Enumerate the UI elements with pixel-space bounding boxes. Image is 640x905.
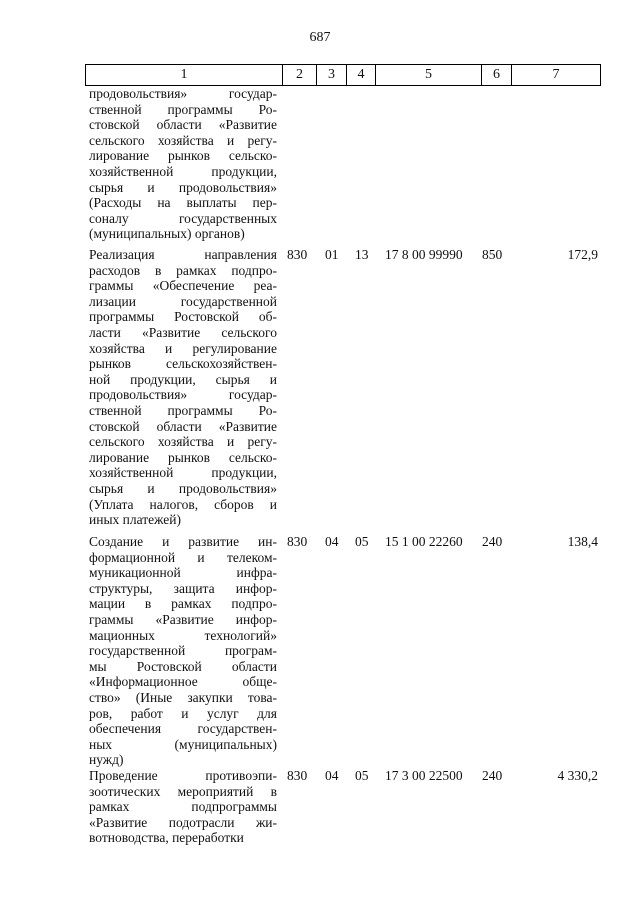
description-line: Создание и развитие ин- — [89, 534, 277, 549]
description-line: хозяйства и регулирование — [89, 340, 277, 356]
description-line: нужд) — [89, 752, 124, 768]
cell-col-2: 830 — [287, 768, 308, 783]
description-line: ство» (Иные закупки това- — [89, 689, 277, 705]
description-line: сырья и продовольствия» — [89, 480, 277, 496]
row-description — [89, 247, 277, 528]
description-line: обеспечения государствен- — [89, 721, 277, 737]
cell-col-7: 4 330,2 — [557, 768, 598, 783]
header-col-7: 7 — [552, 67, 560, 82]
cell-col-4: 05 — [355, 768, 369, 783]
cell-col-7: 138,4 — [567, 534, 598, 549]
cell-col-3: 01 — [325, 247, 339, 262]
description-line: граммы «Обеспечение реа- — [89, 278, 277, 294]
description-line: Проведение противоэпи- — [89, 768, 277, 783]
description-line: соналу государственных — [89, 210, 277, 226]
description-line: ственной программы Ро- — [89, 101, 277, 117]
description-line: мационных технологий» — [89, 627, 277, 643]
description-line: рамках подпрограммы — [89, 799, 277, 815]
description-line: рынков сельскохозяйствен- — [89, 356, 277, 372]
cell-col-2: 830 — [287, 534, 308, 549]
description-line: ственной программы Ро- — [89, 402, 277, 418]
cell-col-4: 05 — [355, 534, 369, 549]
cell-col-5: 15 1 00 22260 — [385, 534, 463, 549]
header-col-1: 1 — [86, 65, 283, 85]
description-line: муникационной инфра- — [89, 565, 277, 581]
description-line: формационной и телеком- — [89, 549, 277, 565]
description-line: ных (муниципальных) — [89, 736, 277, 752]
description-line: хозяйственной продукции, — [89, 163, 277, 179]
header-col-2: 2 — [283, 65, 317, 85]
description-line: расходов в рамках подпро- — [89, 262, 277, 278]
cell-col-2: 830 — [287, 247, 308, 262]
description-line: мации в рамках подпро- — [89, 596, 277, 612]
page-number: 687 — [309, 30, 331, 45]
cell-col-7: 172,9 — [567, 247, 598, 262]
description-line: структуры, защита инфор- — [89, 580, 277, 596]
description-line: «Информационное обще- — [89, 674, 277, 690]
description-line: хозяйственной продукции, — [89, 465, 277, 481]
description-line: программы Ростовской об- — [89, 309, 277, 325]
cell-col-5: 17 8 00 99990 — [385, 247, 463, 262]
description-line: продовольствия» государ- — [89, 86, 277, 101]
description-line: лирование рынков сельско- — [89, 449, 277, 465]
description-line: граммы «Развитие инфор- — [89, 611, 277, 627]
description-line: государственной програм- — [89, 643, 277, 659]
row-description — [89, 534, 277, 768]
description-line: (муниципальных) органов) — [89, 226, 245, 242]
description-line: ной продукции, сырья и — [89, 371, 277, 387]
header-col-3: 3 — [317, 65, 347, 85]
header-col-5: 5 — [376, 65, 482, 85]
description-line: сельского хозяйства и регу- — [89, 434, 277, 450]
table-header — [85, 64, 601, 86]
description-line: вотноводства, переработки — [89, 830, 244, 846]
cell-col-4: 13 — [355, 247, 369, 262]
description-line: стовской области «Развитие — [89, 418, 277, 434]
description-line: «Развитие подотрасли жи- — [89, 814, 277, 830]
description-line: ласти «Развитие сельского — [89, 324, 277, 340]
cell-col-6: 240 — [482, 534, 503, 549]
description-line: (Уплата налогов, сборов и — [89, 496, 277, 512]
row-description — [89, 86, 277, 242]
description-line: (Расходы на выплаты пер- — [89, 195, 277, 211]
description-line: лизации государственной — [89, 293, 277, 309]
cell-col-5: 17 3 00 22500 — [385, 768, 463, 783]
cell-col-6: 240 — [482, 768, 503, 783]
description-line: стовской области «Развитие — [89, 117, 277, 133]
description-line: зоотических мероприятий в — [89, 783, 277, 799]
description-line: продовольствия» государ- — [89, 387, 277, 403]
row-description — [89, 768, 277, 846]
header-col-6: 6 — [482, 65, 512, 85]
description-line: ров, работ и услуг для — [89, 705, 277, 721]
header-col-4: 4 — [347, 65, 376, 85]
cell-col-6: 850 — [482, 247, 503, 262]
description-line: Реализация направления — [89, 247, 277, 262]
description-line: лирование рынков сельско- — [89, 148, 277, 164]
cell-col-3: 04 — [325, 768, 339, 783]
cell-col-3: 04 — [325, 534, 339, 549]
description-line: сельского хозяйства и регу- — [89, 132, 277, 148]
description-line: сырья и продовольствия» — [89, 179, 277, 195]
description-line: мы Ростовской области — [89, 658, 277, 674]
description-line: иных платежей) — [89, 512, 182, 528]
